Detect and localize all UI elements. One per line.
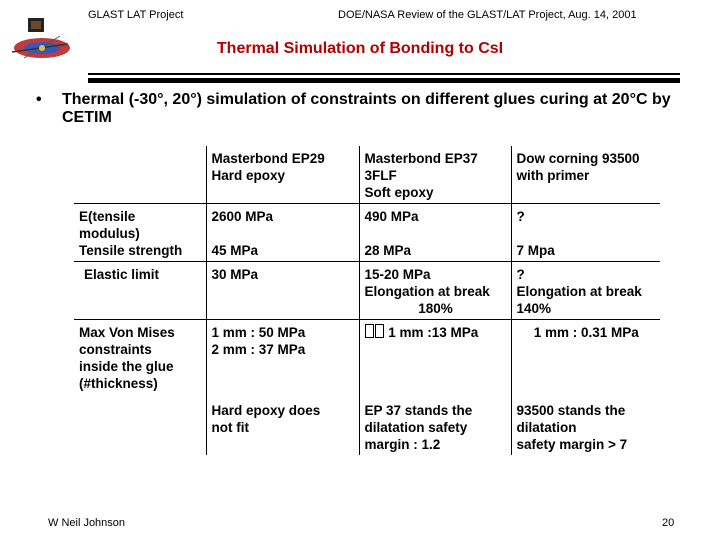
- empty-notes-label-cell: [74, 398, 206, 455]
- cell-elastic-ep29: 30 MPa: [206, 262, 359, 320]
- header-cell-ep37: Masterbond EP37 3FLF Soft epoxy: [359, 146, 511, 204]
- glue-comparison-table: [74, 146, 660, 455]
- cell-von-mises-ep37: 1 mm :13 MPa: [359, 320, 511, 399]
- cell-elastic-ep37: 15-20 MPa Elongation at break 180%: [359, 262, 511, 320]
- row-label-tensile: E(tensile modulus) Tensile strength: [74, 204, 206, 262]
- row-label-von-mises: Max Von Mises constraints inside the glue (#thickness): [79, 325, 175, 391]
- table-row-tensile: [74, 204, 660, 262]
- missing-glyph-icon: [375, 324, 384, 338]
- cell-notes-ep29: Hard epoxy does not fit: [206, 398, 359, 455]
- cell-notes-ep37: EP 37 stands the dilatation safety margin : 1.2: [359, 398, 511, 455]
- cell-tensile-dow: ? 7 Mpa: [511, 204, 660, 262]
- header-cell-dow-corning: Dow corning 93500 with primer: [511, 146, 660, 204]
- header-cell-ep29: Masterbond EP29 Hard epoxy: [206, 146, 359, 204]
- footer-author: W Neil Johnson: [48, 517, 126, 529]
- title-rule-thin: [88, 73, 680, 75]
- bullet-text: Thermal (-30°, 20°) simulation of constraints on different glues curing at 20°C by CETIM: [62, 91, 671, 126]
- cell-notes-dow: 93500 stands the dilatation safety margin > 7: [511, 398, 660, 455]
- slide-title: Thermal Simulation of Bonding to CsI: [216, 40, 504, 57]
- cell-tensile-ep37: 490 MPa 28 MPa: [359, 204, 511, 262]
- row-label-elastic: Elastic limit: [74, 262, 206, 320]
- cell-elastic-dow: ? Elongation at break 140%: [511, 262, 660, 320]
- cell-tensile-ep29: 2600 MPa 45 MPa: [206, 204, 359, 262]
- page-number: 20: [662, 517, 675, 529]
- table-row-von-mises: [74, 320, 660, 399]
- table-row-elastic: [74, 262, 660, 320]
- missing-glyph-icon: [365, 324, 374, 338]
- cell-von-mises-ep29: 1 mm : 50 MPa 2 mm : 37 MPa: [206, 320, 359, 399]
- table-row-notes: [74, 398, 660, 455]
- empty-corner-cell: [74, 146, 206, 204]
- cell-von-mises-dow: 1 mm : 0.31 MPa: [511, 320, 660, 399]
- title-rule-thick: [88, 78, 680, 83]
- header-review: DOE/NASA Review of the GLAST/LAT Project, Aug. 14, 2001: [338, 9, 637, 21]
- header-project: GLAST LAT Project: [88, 9, 184, 21]
- table-header-row: [74, 146, 660, 204]
- bullet-marker: •: [36, 91, 42, 108]
